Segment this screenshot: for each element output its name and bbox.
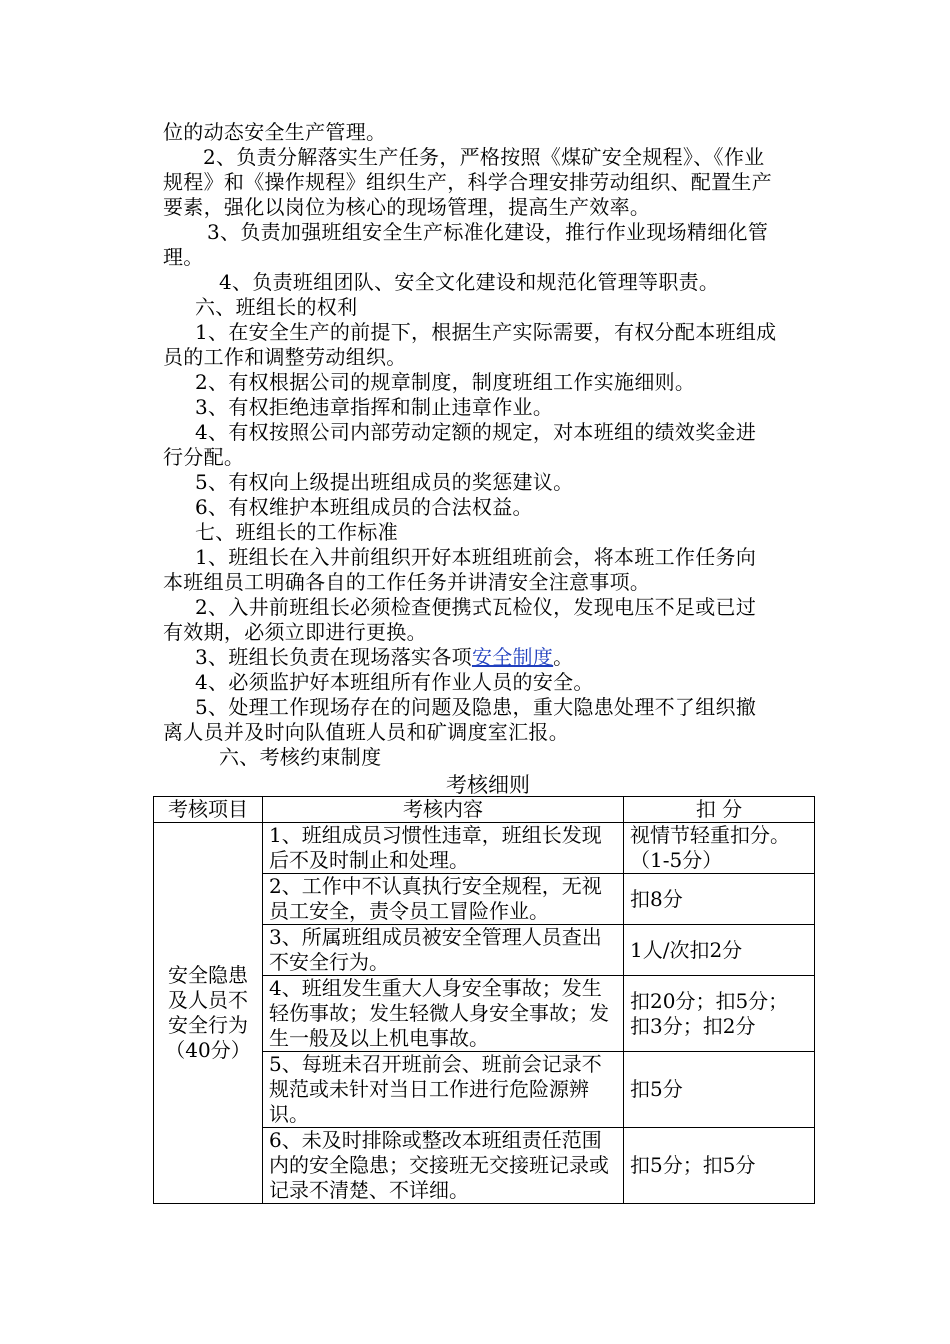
document-page: [163, 120, 813, 1202]
score-cell: 扣20分；扣5分；扣3分；扣2分: [624, 976, 815, 1052]
paragraph-line: 3、有权拒绝违章指挥和制止违章作业。: [195, 395, 554, 419]
paragraph-text: 3、班组长负责在现场落实各项: [195, 645, 472, 669]
paragraph-line: 行分配。: [163, 445, 245, 469]
paragraph-line: 4、必须监护好本班组所有作业人员的安全。: [195, 670, 594, 694]
assessment-table: [153, 796, 815, 1204]
paragraph-line: 六、班组长的权利: [195, 295, 358, 319]
paragraph-line: 七、班组长的工作标准: [195, 520, 398, 544]
header-content: 考核内容: [263, 797, 624, 823]
paragraph-line: 本班组员工明确各自的工作任务并讲清安全注意事项。: [163, 570, 651, 594]
paragraph-line: 员的工作和调整劳动组织。: [163, 345, 407, 369]
score-cell: 视情节轻重扣分。（1-5分）: [624, 823, 815, 874]
paragraph-line: 2、入井前班组长必须检查便携式瓦检仪，发现电压不足或已过: [195, 595, 757, 619]
safety-system-link[interactable]: 安全制度: [471, 645, 554, 669]
content-cell: 1、班组成员习惯性违章，班组长发现后不及时制止和处理。: [263, 823, 624, 874]
paragraph-line: 有效期，必须立即进行更换。: [163, 620, 427, 644]
content-cell: 4、班组发生重大人身安全事故；发生轻伤事故；发生轻微人身安全事故；发生一般及以上机电事故。: [263, 976, 624, 1052]
score-cell: 1人/次扣2分: [624, 925, 815, 976]
score-cell: 扣8分: [624, 874, 815, 925]
table-header-row: [154, 797, 815, 823]
paragraph-line: 2、有权根据公司的规章制度，制度班组工作实施细则。: [195, 370, 696, 394]
table-body: [154, 823, 815, 1204]
table-row: [154, 823, 815, 874]
paragraph-line: 1、在安全生产的前提下，根据生产实际需要，有权分配本班组成: [195, 320, 777, 344]
body-text: [163, 120, 813, 770]
header-score: 扣 分: [624, 797, 815, 823]
paragraph-line: 3、负责加强班组安全生产标准化建设，推行作业现场精细化管: [207, 220, 769, 244]
paragraph-line: 2、负责分解落实生产任务，严格按照《煤矿安全规程》、《作业: [203, 145, 765, 169]
paragraph-line: 4、有权按照公司内部劳动定额的规定，对本班组的绩效奖金进: [195, 420, 757, 444]
paragraph-line: 规程》和《操作规程》组织生产，科学合理安排劳动组织、配置生产: [163, 170, 772, 194]
paragraph-line: 理。: [163, 245, 204, 269]
paragraph-line: 要素，强化以岗位为核心的现场管理，提高生产效率。: [163, 195, 651, 219]
category-cell: 安全隐患及人员不安全行为（40分）: [154, 823, 263, 1204]
paragraph-line: 离人员并及时向队值班人员和矿调度室汇报。: [163, 720, 569, 744]
content-cell: 6、未及时排除或整改本班组责任范围内的安全隐患；交接班无交接班记录或记录不清楚、不详细。: [263, 1128, 624, 1204]
paragraph-text: 。: [553, 645, 574, 669]
paragraph-line: 位的动态安全生产管理。: [163, 120, 387, 144]
paragraph-line: 6、有权维护本班组成员的合法权益。: [195, 495, 533, 519]
table-caption: 考核细则: [446, 773, 530, 797]
score-cell: 扣5分；扣5分: [624, 1128, 815, 1204]
content-cell: 5、每班未召开班前会、班前会记录不规范或未针对当日工作进行危险源辨识。: [263, 1052, 624, 1128]
paragraph-line: 1、班组长在入井前组织开好本班组班前会，将本班工作任务向: [195, 545, 757, 569]
score-cell: 扣5分: [624, 1052, 815, 1128]
paragraph-line: 六、考核约束制度: [219, 745, 382, 769]
paragraph-line: 5、有权向上级提出班组成员的奖惩建议。: [195, 470, 574, 494]
header-item: 考核项目: [154, 797, 263, 823]
paragraph-line: [163, 645, 813, 670]
paragraph-line: 4、负责班组团队、安全文化建设和规范化管理等职责。: [219, 270, 720, 294]
content-cell: 3、所属班组成员被安全管理人员查出不安全行为。: [263, 925, 624, 976]
paragraph-line: 5、处理工作现场存在的问题及隐患，重大隐患处理不了组织撤: [195, 695, 757, 719]
content-cell: 2、工作中不认真执行安全规程，无视员工安全，责令员工冒险作业。: [263, 874, 624, 925]
